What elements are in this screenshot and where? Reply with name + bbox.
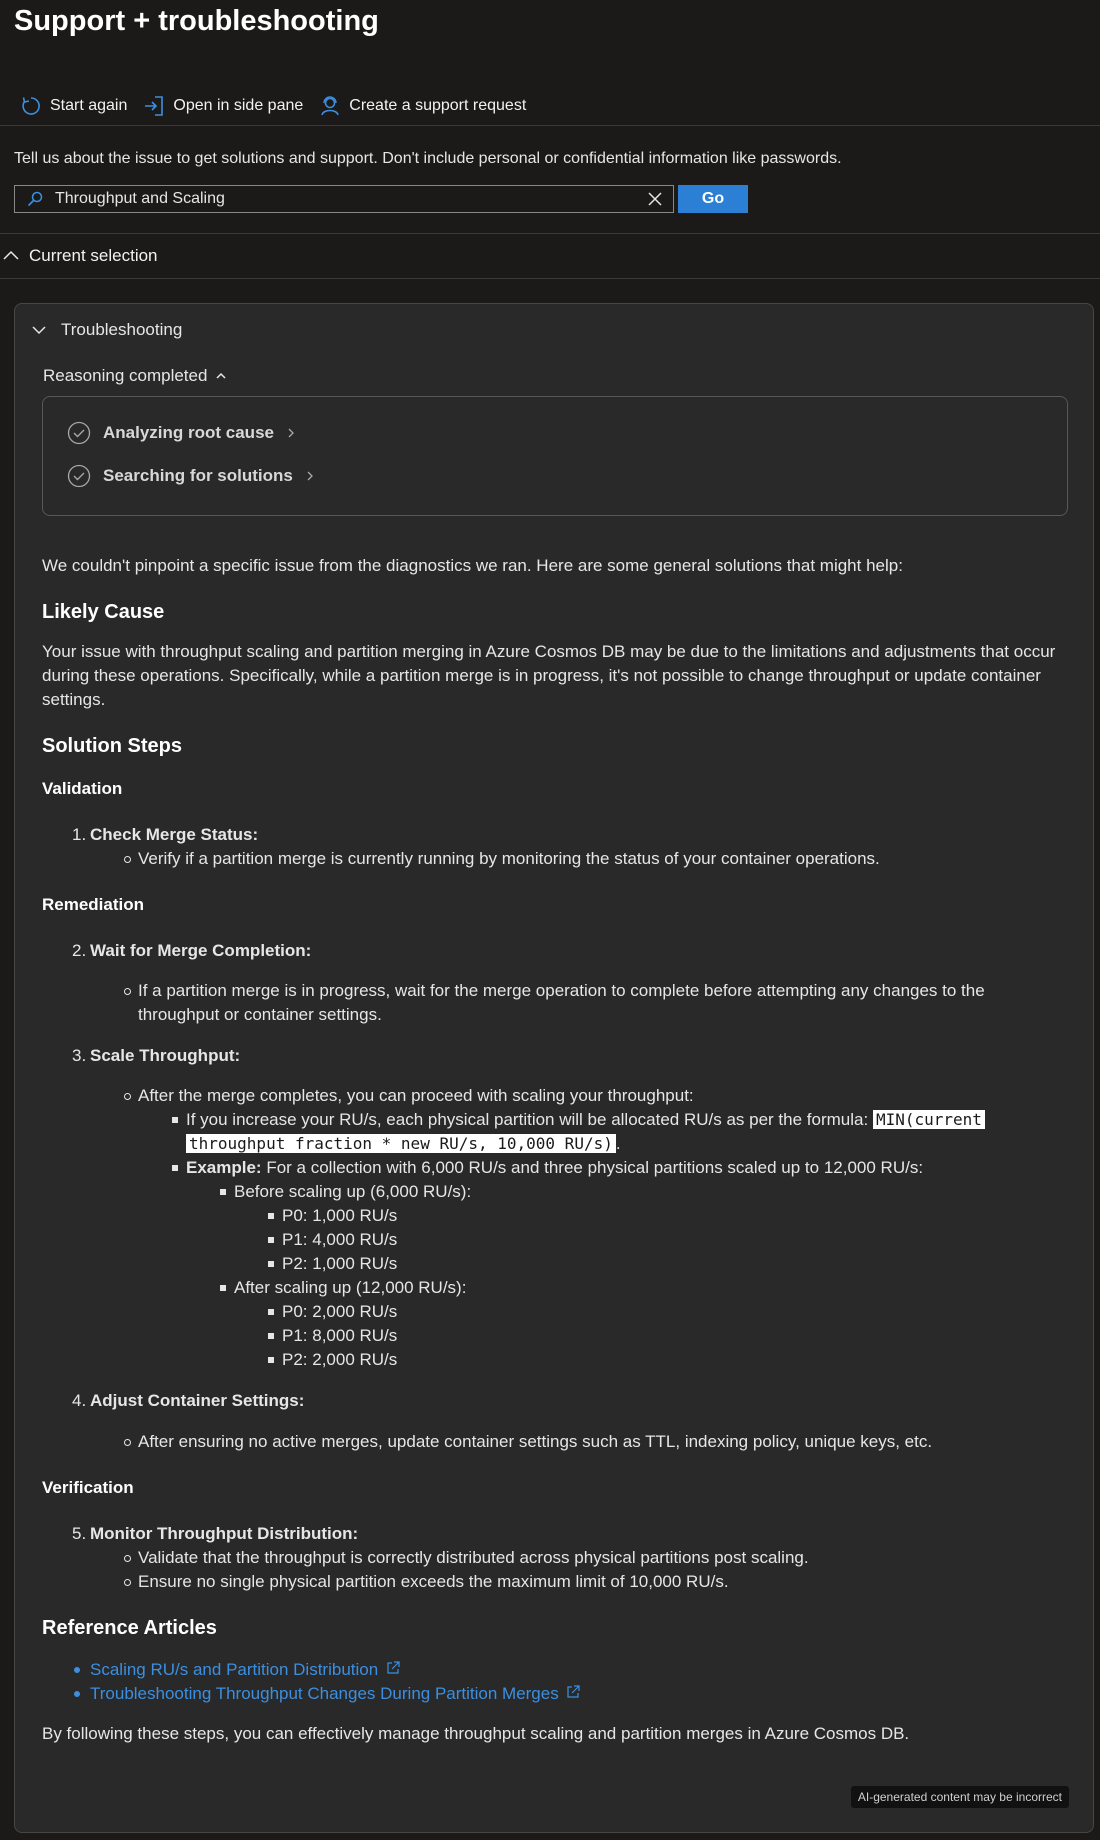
bullet-icon: [172, 1117, 178, 1123]
list-item: [42, 1204, 1072, 1228]
list-item: [42, 1300, 1072, 1324]
list-item: [42, 1389, 1072, 1413]
step-detail: throughput or container settings.: [138, 1005, 382, 1024]
bullet-icon: [124, 988, 131, 995]
bullet-icon: [124, 1439, 131, 1446]
reasoning-step-label: Analyzing root cause: [103, 423, 274, 442]
list-item: [42, 1276, 1072, 1300]
bullet-icon: [220, 1189, 226, 1195]
bullet-icon: [268, 1357, 274, 1363]
bullet-icon: [268, 1309, 274, 1315]
formula-end: .: [615, 1134, 621, 1153]
partition-value: P1: 8,000 RU/s: [282, 1326, 398, 1345]
external-link-icon: [566, 1685, 580, 1699]
search-input[interactable]: [55, 190, 647, 208]
list-item: [42, 1084, 1072, 1108]
toolbar: [0, 86, 1100, 126]
chevron-up-icon: [215, 370, 227, 382]
solution-content: [42, 554, 1072, 1746]
chevron-right-icon: [286, 427, 296, 439]
list-item: [42, 1228, 1072, 1252]
list-item: [42, 847, 1072, 871]
closing-text: By following these steps, you can effectively manage throughput scaling and partition merges in Azure Cosmos DB.: [42, 1724, 910, 1743]
list-item: [42, 1180, 1072, 1204]
step-number: 3.: [72, 1046, 87, 1065]
list-item: [42, 1044, 1072, 1068]
step-title: Monitor Throughput Distribution:: [90, 1524, 359, 1543]
reasoning-label: Reasoning completed: [43, 366, 208, 385]
reasoning-steps: [42, 396, 1068, 516]
bullet-icon: [74, 1667, 80, 1673]
refresh-icon: [20, 95, 42, 117]
list-item: [42, 1348, 1072, 1372]
create-support-request-button[interactable]: [319, 95, 526, 117]
open-pane-icon: [143, 95, 165, 117]
list-item: [42, 1156, 1072, 1180]
after-scaling: After scaling up (12,000 RU/s):: [234, 1278, 467, 1297]
reasoning-step-label: Searching for solutions: [103, 466, 293, 485]
list-item: [42, 1682, 1072, 1706]
current-selection-label: Current selection: [29, 246, 158, 265]
support-agent-icon: [319, 95, 341, 117]
bullet-icon: [268, 1213, 274, 1219]
validation-heading: Validation: [42, 779, 123, 798]
example-text: For a collection with 6,000 RU/s and three physical partitions scaled up to 12,000 RU/s:: [261, 1158, 924, 1177]
step-number: 1.: [72, 825, 87, 844]
step-number: 4.: [72, 1391, 87, 1410]
list-item: [42, 939, 1072, 963]
list-item: [42, 1108, 1072, 1156]
step-detail: If a partition merge is in progress, wait for the merge operation to complete before attempting any changes to the: [138, 981, 985, 1000]
likely-cause-text: Your issue with throughput scaling and partition merging in Azure Cosmos DB may be due to the limitations and adjustments that occur: [42, 642, 1056, 661]
solution-steps-heading: Solution Steps: [42, 735, 182, 757]
search-icon: [27, 191, 43, 207]
list-item: [42, 1546, 1072, 1570]
start-again-button[interactable]: [20, 95, 127, 117]
page-title: Support + troubleshooting: [14, 5, 379, 37]
remediation-heading: Remediation: [42, 895, 145, 914]
example-label: Example:: [186, 1158, 262, 1177]
step-title: Scale Throughput:: [90, 1046, 241, 1065]
list-item: [42, 979, 1072, 1027]
step-detail: After ensuring no active merges, update container settings such as TTL, indexing policy, unique keys, etc.: [138, 1432, 933, 1451]
reasoning-step-searching[interactable]: [67, 464, 315, 488]
list-item: [42, 1658, 1072, 1682]
list-item: [42, 823, 1072, 847]
step-detail: Validate that the throughput is correctly distributed across physical partitions post scaling.: [138, 1548, 809, 1567]
check-circle-icon: [67, 421, 91, 445]
list-item: [42, 1430, 1072, 1454]
formula-intro: If you increase your RU/s, each physical partition will be allocated RU/s as per the formula:: [186, 1110, 869, 1129]
partition-value: P2: 1,000 RU/s: [282, 1254, 398, 1273]
bullet-icon: [268, 1237, 274, 1243]
list-item: [42, 1324, 1072, 1348]
reference-link-scaling[interactable]: Scaling RU/s and Partition Distribution: [90, 1660, 400, 1679]
reasoning-toggle[interactable]: [43, 366, 227, 386]
reference-articles-heading: Reference Articles: [42, 1617, 217, 1639]
step-detail: Ensure no single physical partition exceeds the maximum limit of 10,000 RU/s.: [138, 1572, 729, 1591]
bullet-icon: [124, 856, 131, 863]
partition-value: P1: 4,000 RU/s: [282, 1230, 398, 1249]
formula-code: throughput fraction * new RU/s, 10,000 RU/s): [186, 1134, 616, 1153]
chevron-right-icon: [305, 470, 315, 482]
step-detail: Verify if a partition merge is currently running by monitoring the status of your container operations.: [138, 849, 880, 868]
bullet-icon: [124, 1093, 131, 1100]
step-title: Check Merge Status:: [90, 825, 259, 844]
step-title: Adjust Container Settings:: [90, 1391, 305, 1410]
current-selection-toggle[interactable]: [0, 233, 1100, 279]
start-again-label: Start again: [50, 96, 128, 114]
open-side-pane-button[interactable]: [143, 95, 303, 117]
partition-value: P0: 1,000 RU/s: [282, 1206, 398, 1225]
intro-text: Tell us about the issue to get solutions and support. Don't include personal or confidential information like passwords.: [14, 150, 842, 167]
bullet-icon: [220, 1285, 226, 1291]
before-scaling: Before scaling up (6,000 RU/s):: [234, 1182, 472, 1201]
go-button[interactable]: Go: [678, 185, 748, 213]
bullet-icon: [124, 1579, 131, 1586]
chevron-down-icon: [31, 322, 47, 338]
step-detail: After the merge completes, you can proceed with scaling your throughput:: [138, 1086, 694, 1105]
list-item: [42, 1252, 1072, 1276]
check-circle-icon: [67, 464, 91, 488]
list-item: [42, 1522, 1072, 1546]
likely-cause-heading: Likely Cause: [42, 601, 165, 623]
partition-value: P0: 2,000 RU/s: [282, 1302, 398, 1321]
partition-value: P2: 2,000 RU/s: [282, 1350, 398, 1369]
troubleshooting-toggle[interactable]: [31, 320, 182, 340]
bullet-icon: [172, 1165, 178, 1171]
list-item: [42, 1570, 1072, 1594]
open-side-pane-label: Open in side pane: [173, 96, 304, 114]
bullet-icon: [74, 1691, 80, 1697]
bullet-icon: [268, 1261, 274, 1267]
chevron-up-icon: [2, 247, 20, 265]
step-number: 2.: [72, 941, 87, 960]
ai-disclaimer-badge: AI-generated content may be incorrect: [851, 1786, 1069, 1808]
summary-text: We couldn't pinpoint a specific issue from the diagnostics we ran. Here are some general solutions that might help:: [42, 556, 903, 575]
reasoning-step-analyzing[interactable]: [67, 421, 296, 445]
clear-icon[interactable]: [647, 191, 663, 207]
step-number: 5.: [72, 1524, 87, 1543]
bullet-icon: [268, 1333, 274, 1339]
external-link-icon: [386, 1661, 400, 1675]
create-support-request-label: Create a support request: [349, 96, 527, 114]
verification-heading: Verification: [42, 1478, 134, 1497]
step-title: Wait for Merge Completion:: [90, 941, 312, 960]
bullet-icon: [124, 1555, 131, 1562]
likely-cause-text: settings.: [42, 690, 106, 709]
troubleshooting-panel: [14, 303, 1094, 1833]
troubleshooting-title: Troubleshooting: [61, 320, 183, 339]
search-box: [14, 185, 674, 213]
reference-link-troubleshooting[interactable]: Troubleshooting Throughput Changes During Partition Merges: [90, 1684, 580, 1703]
formula-code: MIN(current: [873, 1110, 985, 1129]
likely-cause-text: during these operations. Specifically, while a partition merge is in progress, it's not possible to change throughput or update container: [42, 666, 1041, 685]
